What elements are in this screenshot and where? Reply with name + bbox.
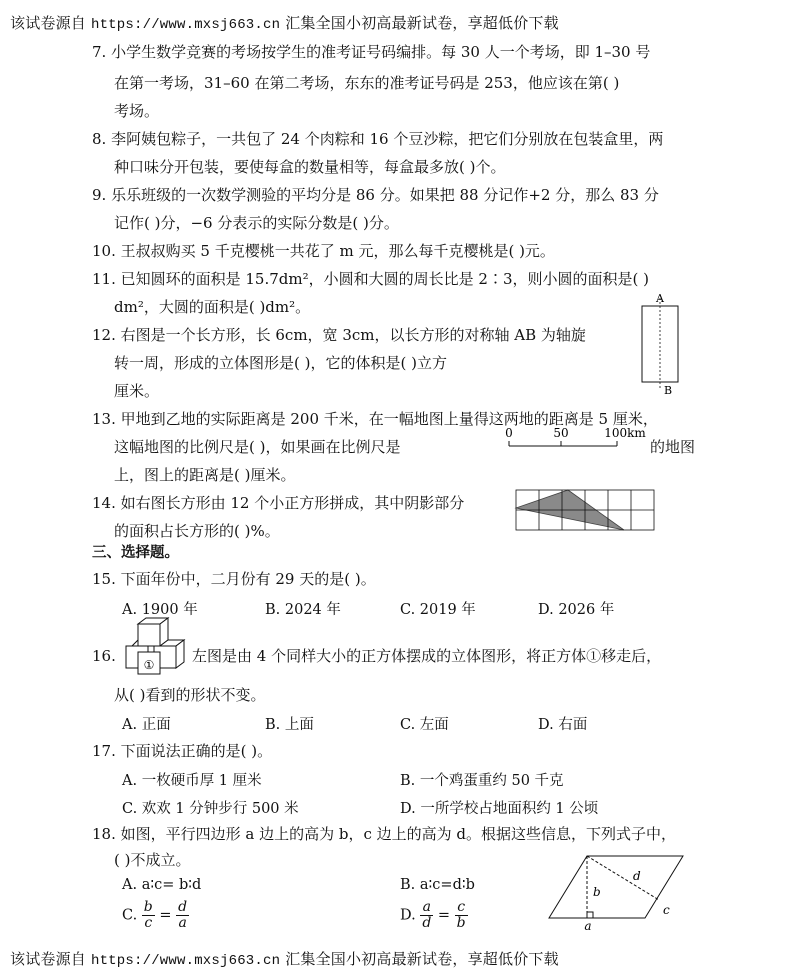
q8-line1: 8. 李阿姨包粽子，一共包了 24 个肉粽和 16 个豆沙粽，把它们分别放在包装盒里，两 xyxy=(92,130,664,148)
q18-option-c-frac-left xyxy=(142,900,155,931)
q15-option-a[interactable]: A. 1900 年 xyxy=(122,602,198,618)
scale-label-100km: 100km xyxy=(604,426,646,440)
q17-option-a[interactable]: A. 一枚硬币厚 1 厘米 xyxy=(122,773,262,789)
q7-line3: 考场。 xyxy=(114,102,160,120)
header-left-text: 该试卷源自 xyxy=(10,14,87,32)
q18-option-d[interactable]: D. $\frac{a}{d}$ = $\frac{c}{b}$ xyxy=(400,899,466,931)
cube-stack-figure xyxy=(122,616,188,680)
footer-url[interactable]: https://www.mxsj663.cn xyxy=(90,953,281,969)
q17-option-b[interactable]: B. 一个鸡蛋重约 50 千克 xyxy=(400,773,564,789)
q11-line2: dm²，大圆的面积是( )dm²。 xyxy=(114,298,311,316)
q13-line1: 13. 甲地到乙地的实际距离是 200 千米，在一幅地图上量得这两地的距离是 5 厘米， xyxy=(92,410,658,428)
page-footer: 该试卷源自 https://www.mxsj663.cn 汇集全国小初高最新试卷，享超低价下载 xyxy=(10,950,559,969)
q16-option-c[interactable]: C. 左面 xyxy=(400,717,449,733)
header-right-text: 汇集全国小初高最新试卷，享超低价下载 xyxy=(285,14,559,32)
frac-numerator: b xyxy=(143,899,153,915)
rect-label-a: A xyxy=(656,292,664,305)
scale-label-50: 50 xyxy=(553,426,569,440)
frac-numerator: d xyxy=(178,899,188,915)
q15-option-b[interactable]: B. 2024 年 xyxy=(265,602,341,618)
q15-option-d[interactable]: D. 2026 年 xyxy=(538,602,615,618)
q7-line1: 7. 小学生数学竞赛的考场按学生的准考证号码编排。每 30 人一个考场，即 1–30 号 xyxy=(92,43,651,61)
q16-option-a[interactable]: A. 正面 xyxy=(122,717,171,733)
q17-option-c[interactable]: C. 欢欢 1 分钟步行 500 米 xyxy=(122,801,299,817)
q16-stem: 左图是由 4 个同样大小的正方体摆成的立体图形，将正方体①移走后， xyxy=(192,647,662,665)
footer-left-text: 该试卷源自 xyxy=(10,950,87,968)
q16-stem2: 从( )看到的形状不变。 xyxy=(114,686,266,704)
para-label-b: b xyxy=(593,885,601,899)
q18-option-d-frac-left xyxy=(420,900,433,931)
q13-line2a: 这幅地图的比例尺是( )，如果画在比例尺是 xyxy=(114,438,401,456)
q18-option-b[interactable]: B. a∶c=d∶b xyxy=(400,877,475,893)
q12-line3: 厘米。 xyxy=(114,382,160,400)
grid-shaded-triangle-figure xyxy=(512,486,658,536)
q18-option-a[interactable]: A. a∶c= b∶d xyxy=(122,877,202,893)
q14-line1: 14. 如右图长方形由 12 个小正方形拼成，其中阴影部分 xyxy=(92,494,465,512)
q9-line2: 记作( )分，−6 分表示的实际分数是( )分。 xyxy=(114,214,399,232)
parallelogram-figure xyxy=(543,852,689,934)
q16-option-d[interactable]: D. 右面 xyxy=(538,717,588,733)
frac-denominator: c xyxy=(144,915,153,931)
q12-line2: 转一周，形成的立体图形是( )，它的体积是( )立方 xyxy=(114,354,447,372)
q18-option-c[interactable]: C. $\frac{b}{c}$ = $\frac{d}{a}$ xyxy=(122,899,188,931)
header-url[interactable]: https://www.mxsj663.cn xyxy=(90,17,281,33)
q13-line3: 上，图上的距离是( )厘米。 xyxy=(114,466,296,484)
q17-stem: 17. 下面说法正确的是( )。 xyxy=(92,742,273,760)
q7-line2: 在第一考场，31–60 在第二考场，东东的准考证号码是 253，他应该在第( ) xyxy=(114,74,620,92)
footer-right-text: 享超低价下载 xyxy=(467,950,559,968)
q14-line2: 的面积占长方形的( )%。 xyxy=(114,522,280,540)
rect-label-b: B xyxy=(663,384,673,396)
rectangle-axis-figure xyxy=(632,292,692,396)
q13-line2b: 的地图 xyxy=(650,438,696,456)
q18-option-c-label: C. xyxy=(122,907,138,924)
q8-line2: 种口味分开包装，要使每盒的数量相等，每盒最多放( )个。 xyxy=(114,158,506,176)
q9-line1: 9. 乐乐班级的一次数学测验的平均分是 86 分。如果把 88 分记作+2 分，那么 83 分 xyxy=(92,186,659,204)
q10-line1: 10. 王叔叔购买 5 千克樱桃一共花了 m 元，那么每千克樱桃是( )元。 xyxy=(92,242,555,260)
q18-stem2: ( )不成立。 xyxy=(114,851,191,869)
q18-option-d-frac-right xyxy=(455,900,468,931)
q12-line1: 12. 右图是一个长方形，长 6cm，宽 3cm，以长方形的对称轴 AB 为轴旋 xyxy=(92,326,586,344)
para-label-d: d xyxy=(633,869,641,883)
q16-number: 16. xyxy=(92,647,116,665)
q17-option-d[interactable]: D. 一所学校占地面积约 1 公顷 xyxy=(400,801,599,817)
q18-stem: 18. 如图，平行四边形 a 边上的高为 b，c 边上的高为 d。根据这些信息，下列式子中， xyxy=(92,825,677,843)
frac-numerator: c xyxy=(455,900,468,916)
q15-option-c[interactable]: C. 2019 年 xyxy=(400,602,476,618)
frac-denominator: a xyxy=(178,915,187,931)
scale-label-0: 0 xyxy=(505,426,513,440)
frac-denominator: d xyxy=(422,915,432,931)
q18-option-c-frac-right xyxy=(176,900,189,931)
cube-label-1: ① xyxy=(143,658,155,672)
page-header xyxy=(10,12,559,33)
scale-bar-figure xyxy=(503,424,647,458)
para-label-a: a xyxy=(584,919,592,933)
q15-stem: 15. 下面年份中，二月份有 29 天的是( )。 xyxy=(92,570,376,588)
q18-option-d-label: D. xyxy=(400,907,416,924)
q16-option-b[interactable]: B. 上面 xyxy=(265,717,314,733)
frac-numerator: a xyxy=(420,900,433,916)
section-3-title: 三、选择题。 xyxy=(92,545,179,561)
footer-overlap-text: 汇集全国小初高最新试卷 xyxy=(285,950,453,968)
q11-line1: 11. 已知圆环的面积是 15.7dm²，小圆和大圆的周长比是 2∶3，则小圆的面积是( ) xyxy=(92,270,649,288)
frac-denominator: b xyxy=(456,915,466,931)
para-label-c: c xyxy=(663,903,670,917)
